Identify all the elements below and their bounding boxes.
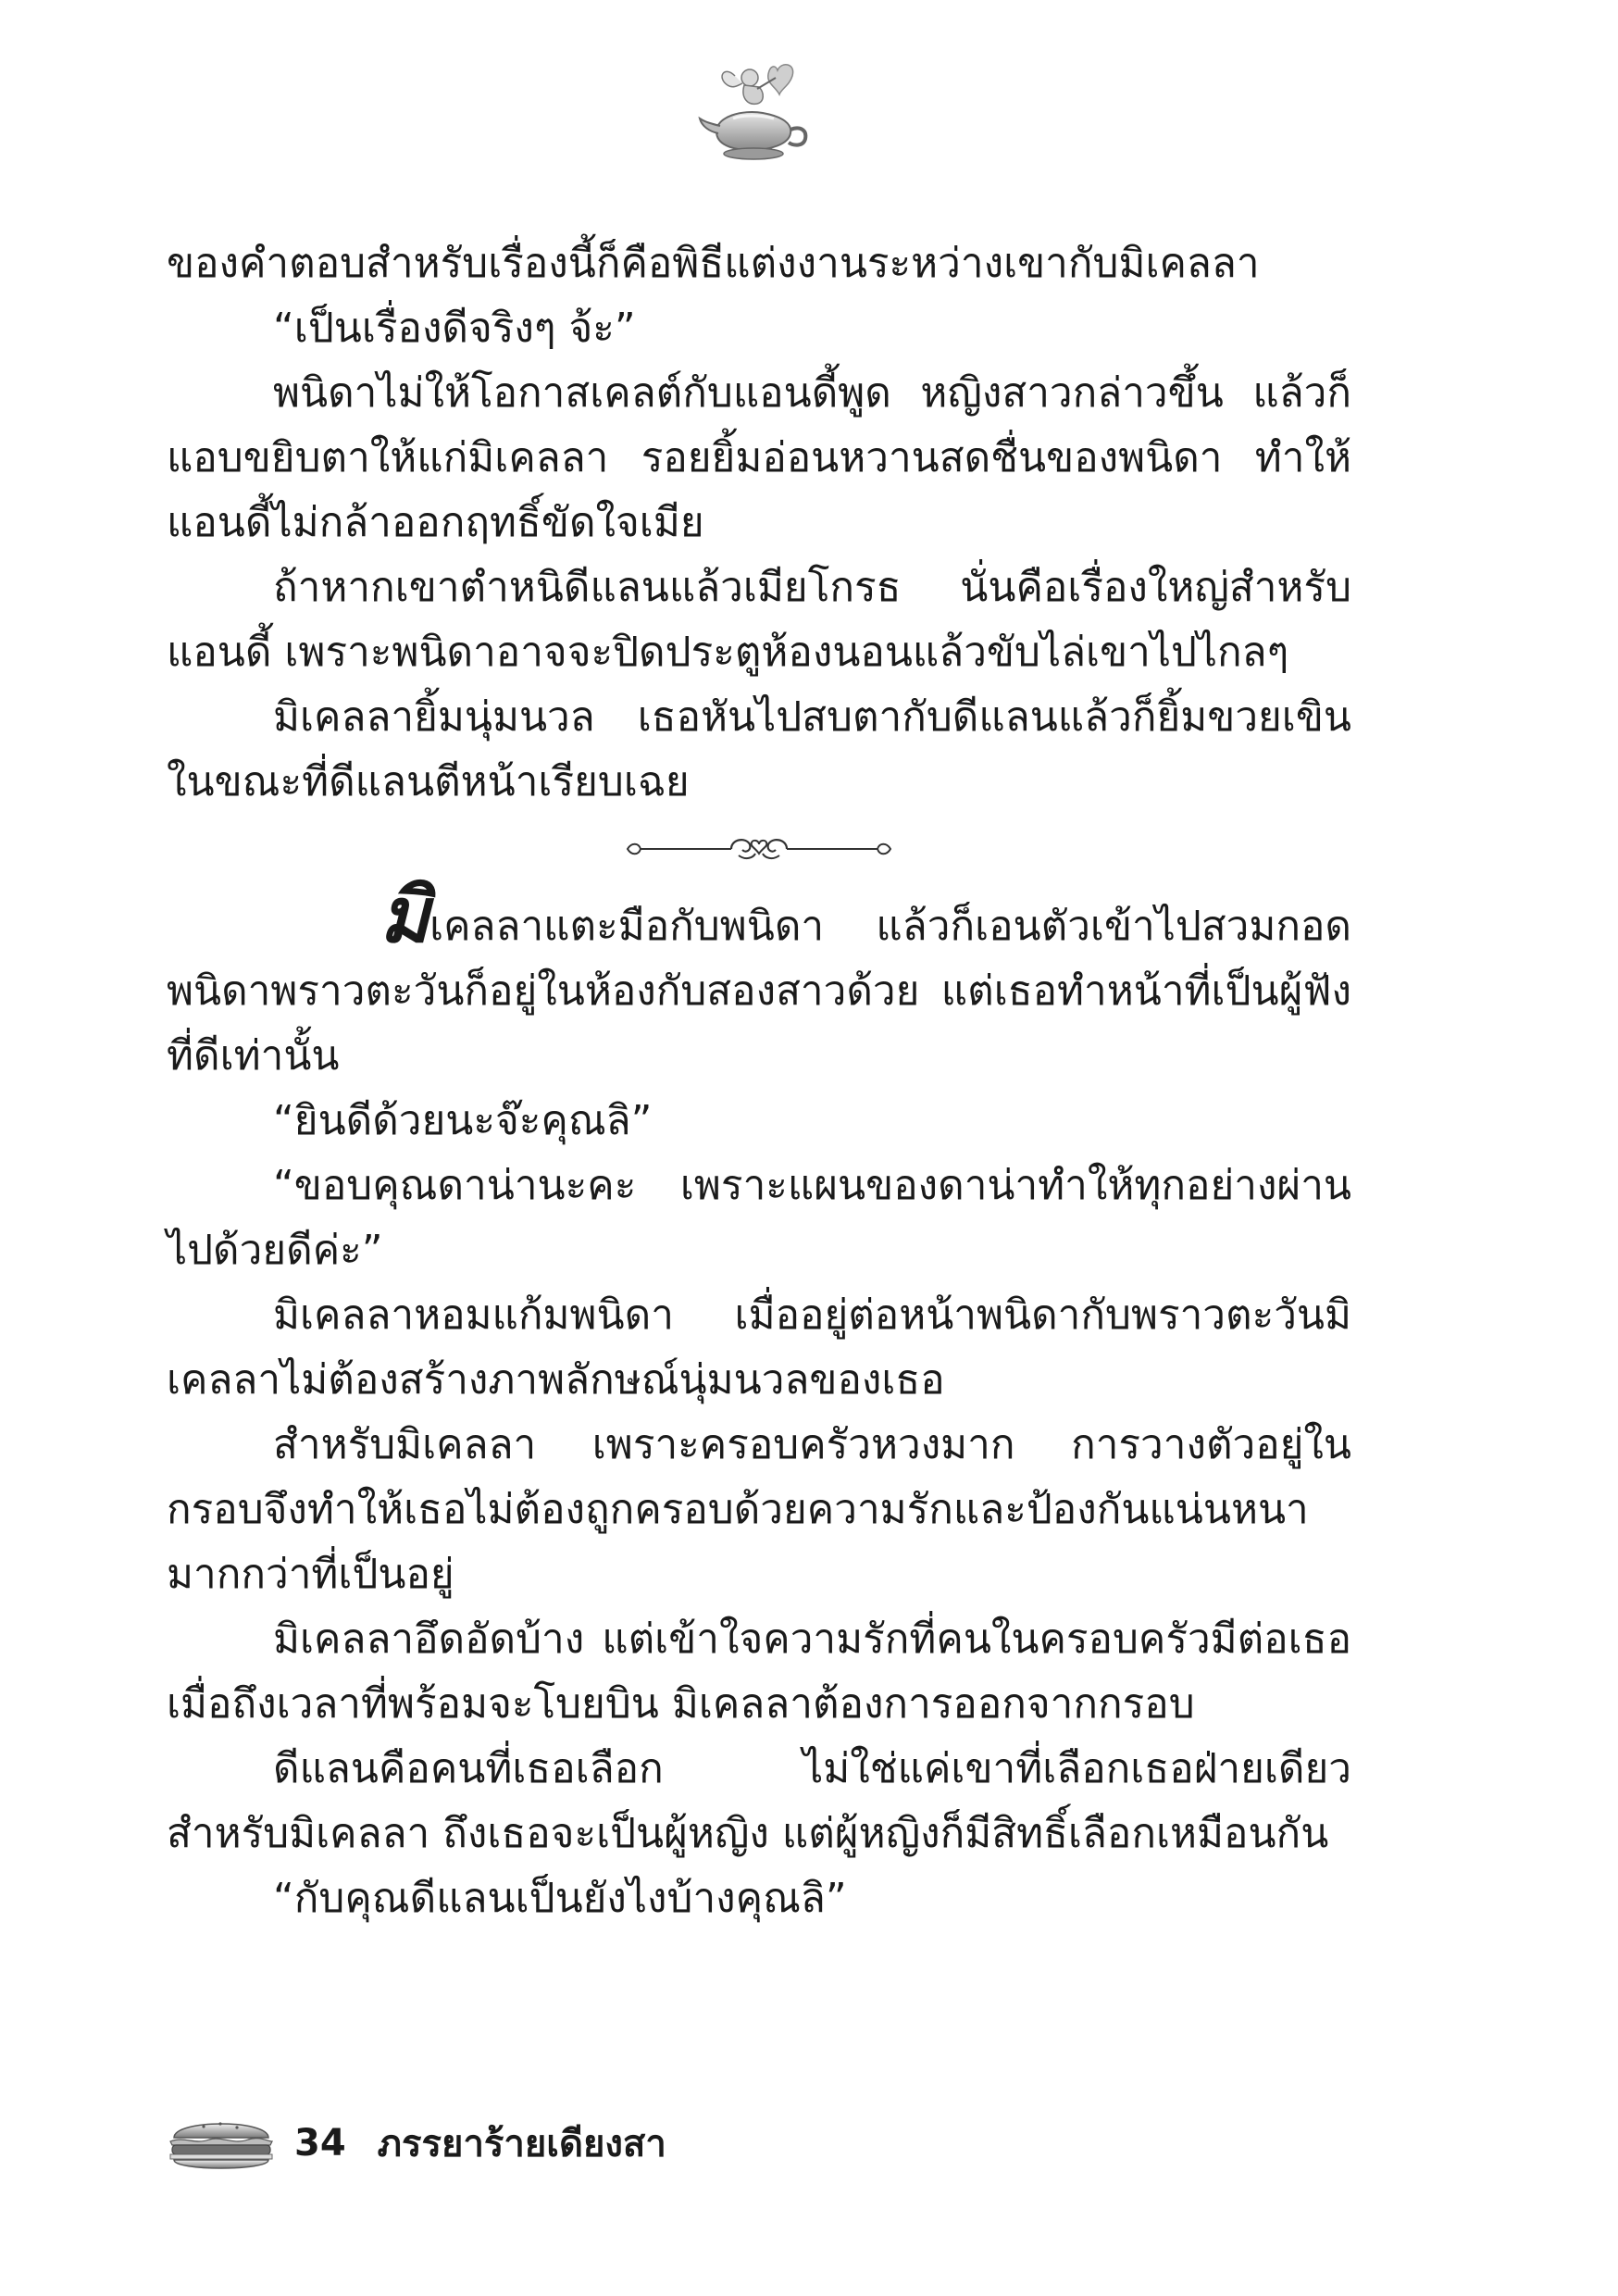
cupid-teapot-icon bbox=[696, 57, 816, 168]
page-number: 34 bbox=[294, 2122, 346, 2165]
paragraph: สำหรับมิเคลลา เพราะครอบครัวหวงมาก การวางตัวอยู่ในกรอบจึงทำให้เธอไม่ต้องถูกครอบด้วยความรักและป้องกันแน่นหนามากกว่าที่เป็นอยู่ bbox=[167, 1421, 1351, 1598]
drop-cap: มิ bbox=[380, 872, 430, 960]
paragraph: ของคำตอบสำหรับเรื่องนี้ก็คือพิธีแต่งงานระหว่างเขากับมิเคลลา bbox=[167, 240, 1260, 287]
book-title: ภรรยาร้ายเดียงสา bbox=[377, 2123, 666, 2165]
body-text bbox=[167, 231, 1351, 1931]
paragraph-text: เคลลาแตะมือกับพนิดา แล้วก็เอนตัวเข้าไปสวมกอดพนิดาพราวตะวันก็อยู่ในห้องกับสองสาวด้วย แต่เธอทำหน้าที่เป็นผู้ฟังที่ดีเท่านั้น bbox=[167, 903, 1351, 1079]
paragraph: ถ้าหากเขาตำหนิดีแลนแล้วเมียโกรธ นั่นคือเรื่องใหญ่สำหรับแอนดี้ เพราะพนิดาอาจจะปิดประตูห้องนอนแล้วขับไล่เขาไปไกลๆ bbox=[167, 564, 1351, 676]
paragraph: มิเคลลาอึดอัดบ้าง แต่เข้าใจความรักที่คนในครอบครัวมีต่อเธอเมื่อถึงเวลาที่พร้อมจะโบยบิน มิเคลลาต้องการออกจากกรอบ bbox=[167, 1616, 1351, 1728]
paragraph: มิเคลลายิ้มนุ่มนวล เธอหันไปสบตากับดีแลนแล้วก็ยิ้มขวยเขินในขณะที่ดีแลนตีหน้าเรียบเฉย bbox=[167, 693, 1351, 805]
ornamental-divider-icon bbox=[620, 826, 898, 872]
paragraph: “ยินดีด้วยนะจ๊ะคุณลิ” bbox=[273, 1097, 653, 1144]
paragraph: “ขอบคุณดาน่านะคะ เพราะแผนของดาน่าทำให้ทุกอย่างผ่านไปด้วยดีค่ะ” bbox=[167, 1162, 1351, 1274]
paragraph: พนิดาไม่ให้โอกาสเคลต์กับแอนดี้พูด หญิงสาวกล่าวขึ้น แล้วก็แอบขยิบตาให้แก่มิเคลลา รอยยิ้มอ่อนหวานสดชื่นของพนิดา ทำให้แอนดี้ไม่กล้าออกฤทธิ์ขัดใจเมีย bbox=[167, 369, 1351, 546]
paragraph bbox=[167, 872, 1351, 1089]
paragraph: ดีแลนคือคนที่เธอเลือก ไม่ใช่แค่เขาที่เลือกเธอฝ่ายเดียว สำหรับมิเคลลา ถึงเธอจะเป็นผู้หญิง แต่ผู้หญิงก็มีสิทธิ์เลือกเหมือนกัน bbox=[167, 1745, 1351, 1857]
paragraph: มิเคลลาหอมแก้มพนิดา เมื่ออยู่ต่อหน้าพนิดากับพราวตะวันมิเคลลาไม่ต้องสร้างภาพลักษณ์นุ่มนวลของเธอ bbox=[167, 1292, 1351, 1404]
page-footer bbox=[167, 2111, 1000, 2176]
paragraph: “เป็นเรื่องดีจริงๆ จ้ะ” bbox=[273, 305, 636, 352]
paragraph: “กับคุณดีแลนเป็นยังไงบ้างคุณลิ” bbox=[273, 1875, 847, 1922]
burger-icon bbox=[167, 2114, 276, 2173]
